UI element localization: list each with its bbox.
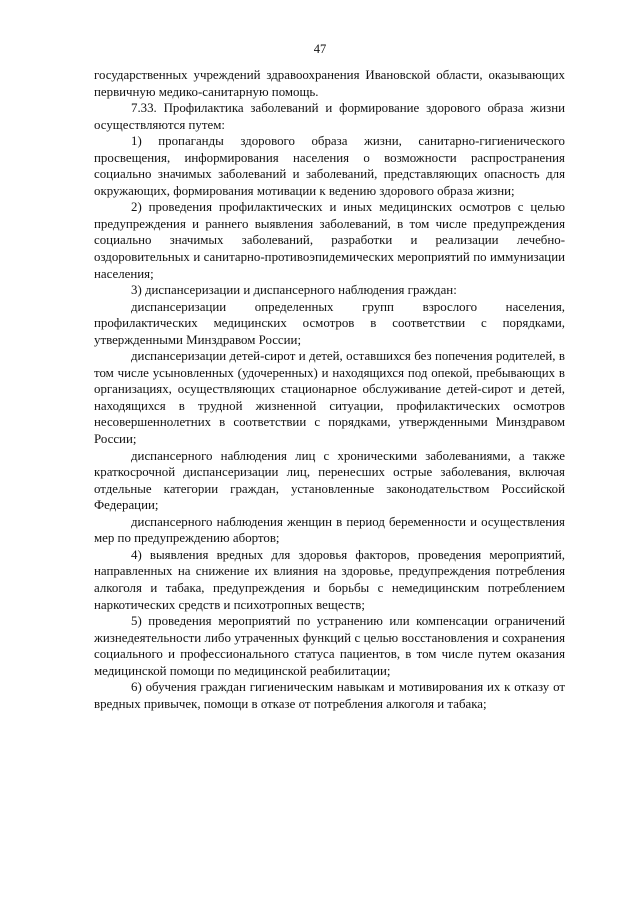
paragraph: диспансерного наблюдения женщин в период беременности и осуществления мер по предупреждению абортов; [94,514,565,546]
paragraph: диспансерного наблюдения лиц с хроническими заболеваниями, а также краткосрочной диспансеризации лиц, перенесших острые заболевания, включая отдельные категории граждан, установленные законодательством Российской Федерации; [94,448,565,513]
paragraph: 4) выявления вредных для здоровья факторов, проведения мероприятий, направленных на снижение их влияния на здоровье, предупреждения потребления алкоголя и табака, предупреждения и борьбы с немедицинским потреблением наркотических средств и психотропных веществ; [94,547,565,612]
paragraph: государственных учреждений здравоохранения Ивановской области, оказывающих первичную медико-санитарную помощь. [94,68,565,99]
paragraph: 5) проведения мероприятий по устранению или компенсации ограничений жизнедеятельности либо утраченных функций с целью восстановления и сохранения социального и профессионального статуса пациентов, в том числе путем оказания медицинской помощи по медицинской реабилитации; [94,614,565,678]
paragraph: 6) обучения граждан гигиеническим навыкам и мотивирования их к отказу от вредных привычек, помощи в отказе от потребления алкоголя и табака; [94,680,565,711]
paragraph: диспансеризации детей-сирот и детей, оставшихся без попечения родителей, в том числе усыновленных (удочеренных) и находящихся под опекой, пребывающих в организациях, осуществляющих стационарное обслуживание детей-сирот и детей, находящихся в трудной жизненной ситуации, профилактических осмотров несовершеннолетних в соответствии с порядками, утвержденными Минздравом России; [94,349,565,447]
paragraph: диспансеризации определенных групп взрослого населения, профилактических медицинских осмотров в соответствии с порядками, утвержденными Минздравом России; [94,299,565,347]
page-number: 47 [313,42,327,56]
paragraph: 1) пропаганды здорового образа жизни, санитарно-гигиенического просвещения, информирования населения о возможности распространения социально значимых заболеваний и заболеваний, представляющих опасность для окружающих, формирования мотивации к ведению здорового образа жизни; [94,134,565,198]
paragraph: 3) диспансеризации и диспансерного наблюдения граждан: [131,283,457,298]
paragraph: 2) проведения профилактических и иных медицинских осмотров с целью предупреждения и раннего выявления заболеваний, в том числе предупреждения социально значимых заболеваний, разработки и реализации лечебно-оздоровительных и санитарно-противоэпидемических мероприятий по иммунизации населения; [94,200,565,281]
document-body [94,67,565,712]
paragraph: 7.33. Профилактика заболеваний и формирование здорового образа жизни осуществляются путем: [94,101,565,132]
